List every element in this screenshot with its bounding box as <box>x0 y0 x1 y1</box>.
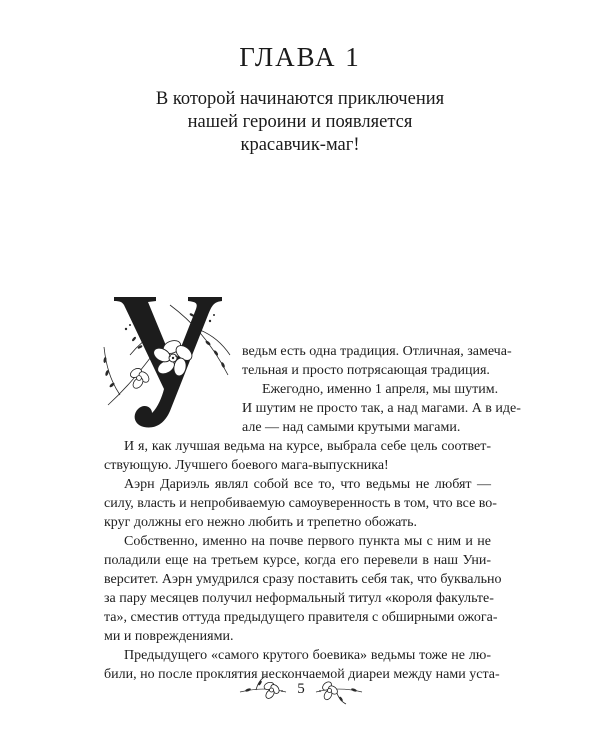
text-line: за пару месяцев получил неформальный титул «короля факульте- <box>104 591 494 606</box>
page-number: 5 <box>297 681 305 697</box>
text-line: круг должны его нежно любить и трепетно обожать. <box>104 515 418 530</box>
text-line: И шутим не просто так, а над магами. А в иде- <box>242 401 521 416</box>
text-line: але — над самыми крутыми магами. <box>242 420 461 435</box>
text-line: силу, власть и непробиваемую самоуверенность в том, что все во- <box>104 496 497 511</box>
text-line: И я, как лучшая ведьма на курсе, выбрала себе цель соответ- <box>124 439 491 454</box>
chapter-subtitle <box>0 88 600 157</box>
text-line: поладили еще на третьем курсе, когда его перевели в наш Уни- <box>104 553 491 568</box>
subtitle-line: В которой начинаются приключения <box>155 89 445 109</box>
drop-cap-ornament <box>100 285 235 430</box>
text-line: Аэрн Дариэль являл собой все то, что ведьмы не любят — <box>124 477 491 492</box>
chapter-title: ГЛАВА 1 <box>239 42 361 72</box>
text-line: ствующую. Лучшего боевого мага-выпускника! <box>104 458 389 473</box>
text-line: ведьм есть одна традиция. Отличная, замеча- <box>242 344 512 359</box>
text-line: тельная и просто потрясающая традиция. <box>242 363 490 378</box>
text-line: верситет. Аэрн умудрился сразу поставить себя так, что буквально <box>104 572 502 587</box>
text-line: ми и повреждениями. <box>104 629 234 644</box>
text-line: та», сместив оттуда предыдущего правителя с обширными ожога- <box>104 610 498 625</box>
subtitle-line: красавчик-маг! <box>240 135 360 155</box>
text-line: били, но после проклятия нескончаемой диареи между нами уста- <box>104 667 500 682</box>
text-line: Ежегодно, именно 1 апреля, мы шутим. <box>262 382 499 397</box>
text-line: Собственно, именно на почве первого пункта мы с ним и не <box>124 534 491 549</box>
subtitle-line: нашей героини и появляется <box>187 112 413 132</box>
text-line: Предыдущего «самого крутого боевика» ведьмы тоже не лю- <box>124 648 491 663</box>
